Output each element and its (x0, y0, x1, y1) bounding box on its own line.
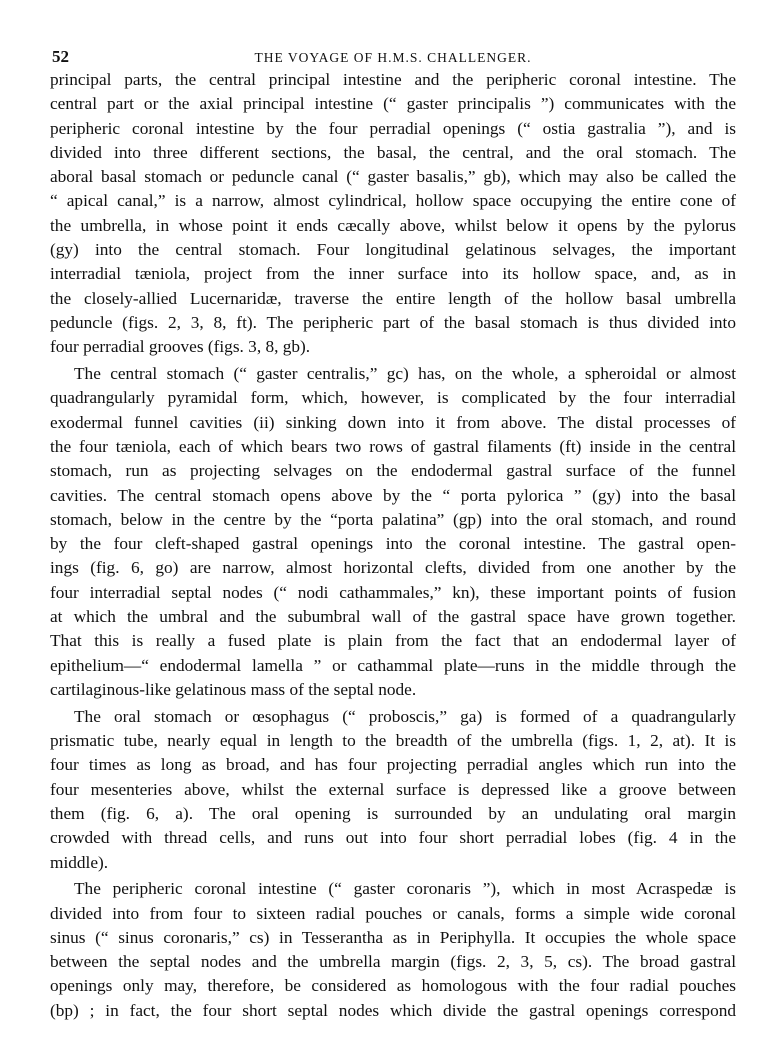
text-line: epithelium—“ endodermal lamella ” or cathammal plate—runs in the middle through the (50, 655, 736, 675)
text-line: The central stomach (“ gaster centralis,” gc) has, on the whole, a spheroidal or almost (74, 364, 736, 384)
text-line: That this is really a fused plate is plain from the fact that an endodermal layer of (50, 631, 736, 651)
page-header (52, 47, 734, 69)
text-line: cavities. The central stomach opens above by the “ porta pylorica ” (gy) into the basal (50, 485, 736, 505)
text-line: interradial tæniola, project from the inner surface into its hollow space, and, as in (50, 264, 736, 284)
paragraph (50, 877, 736, 1023)
text-line: quadrangularly pyramidal form, which, however, is complicated by the four interradial (50, 388, 736, 408)
text-line: middle). (50, 852, 109, 872)
text-line: The peripheric coronal intestine (“ gaster coronaris ”), which in most Acraspedæ is (74, 879, 736, 899)
text-line: prismatic tube, nearly equal in length to the breadth of the umbrella (figs. 1, 2, at). It is (50, 731, 736, 751)
text-line: crowded with thread cells, and runs out into four short perradial lobes (fig. 4 in the (50, 828, 736, 848)
paragraph (50, 705, 736, 875)
text-line: peduncle (figs. 2, 3, 8, ft). The peripheric part of the basal stomach is thus divided into (50, 312, 736, 332)
text-line: (gy) into the central stomach. Four longitudinal gelatinous selvages, the important (50, 240, 736, 260)
running-title: THE VOYAGE OF H.M.S. CHALLENGER. (254, 50, 532, 65)
text-line: four mesenteries above, whilst the external surface is depressed like a groove between (50, 779, 736, 799)
text-line: between the septal nodes and the umbrella margin (figs. 2, 3, 5, cs). The broad gastral (50, 952, 736, 972)
paragraph (50, 362, 736, 702)
text-line: stomach, below in the centre by the “porta palatina” (gp) into the oral stomach, and round (50, 509, 736, 529)
text-line: the umbrella, in whose point it ends cæcally above, whilst below it opens by the pylorus (50, 215, 736, 235)
text-line: at which the umbral and the subumbral wall of the gastral space have grown together. (50, 607, 736, 627)
paragraph (50, 68, 736, 360)
text-line: them (fig. 6, a). The oral opening is surrounded by an undulating oral margin (50, 803, 736, 823)
text-line: four perradial grooves (figs. 3, 8, gb). (50, 337, 311, 357)
text-line: the closely-allied Lucernaridæ, traverse the entire length of the hollow basal umbrella (50, 288, 736, 308)
text-line: central part or the axial principal intestine (“ gaster principalis ”) communicates with the (50, 94, 736, 114)
text-line: (bp) ; in fact, the four short septal nodes which divide the gastral openings correspond (50, 1000, 736, 1020)
text-line: The oral stomach or œsophagus (“ proboscis,” ga) is formed of a quadrangularly (74, 706, 736, 726)
text-line: principal parts, the central principal intestine and the peripheric coronal intestine. The (50, 70, 736, 89)
text-line: openings only may, therefore, be considered as homologous with the four radial pouches (50, 976, 736, 996)
text-line: divided into three different sections, the basal, the central, and the oral stomach. The (50, 142, 736, 162)
text-line: four interradial septal nodes (“ nodi cathammales,” kn), these important points of fusion (50, 582, 736, 602)
text-line: sinus (“ sinus coronaris,” cs) in Tesserantha as in Periphylla. It occupies the whole space (50, 927, 736, 947)
page-number: 52 (52, 47, 69, 66)
text-line: the four tæniola, each of which bears two rows of gastral filaments (ft) inside in the central (50, 436, 736, 456)
text-line: aboral basal stomach or peduncle canal (“ gaster basalis,” gb), which may also be called the (50, 167, 736, 187)
text-line: “ apical canal,” is a narrow, almost cylindrical, hollow space occupying the entire cone of (50, 191, 736, 211)
text-line: by the four cleft-shaped gastral openings into the coronal intestine. The gastral open- (50, 534, 736, 554)
text-line: cartilaginous-like gelatinous mass of the septal node. (50, 679, 417, 699)
text-line: exodermal funnel cavities (ii) sinking down into it from above. The distal processes of (50, 412, 736, 432)
text-line: ings (fig. 6, go) are narrow, almost horizontal clefts, divided from one another by the (50, 558, 736, 578)
text-line: four times as long as broad, and has four projecting perradial angles which run into the (50, 755, 736, 775)
text-line: peripheric coronal intestine by the four perradial openings (“ ostia gastralia ”), and is (50, 118, 736, 138)
text-line: stomach, run as projecting selvages on the endodermal gastral surface of the funnel (50, 461, 736, 481)
body-text (50, 68, 736, 1026)
text-line: divided into from four to sixteen radial pouches or canals, forms a simple wide coronal (50, 903, 736, 923)
